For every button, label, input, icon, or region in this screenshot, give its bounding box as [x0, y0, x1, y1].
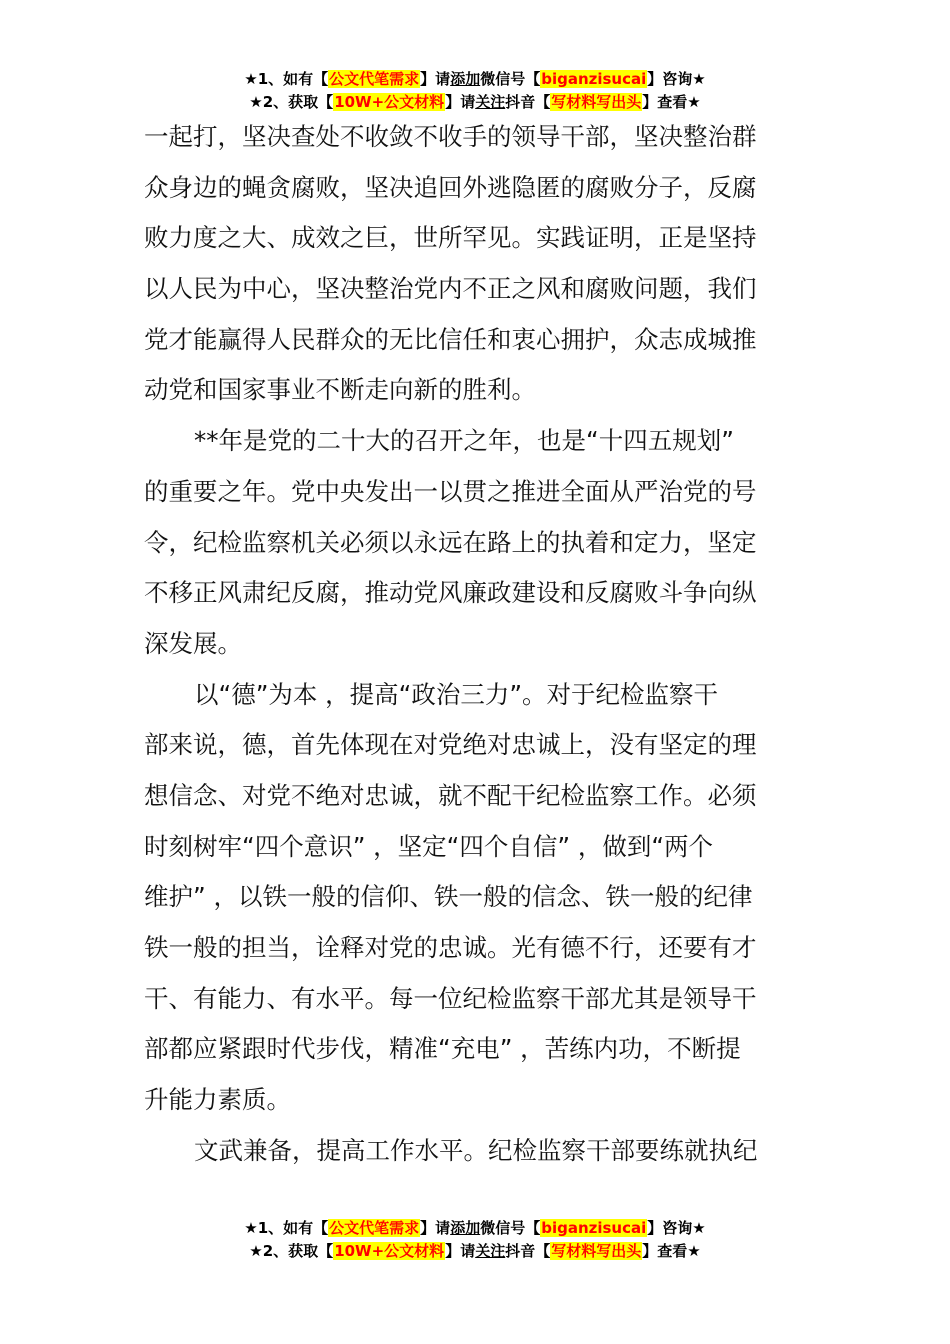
body-line: 时刻树牢“四个意识” ，坚定“四个自信” ，做到“两个 — [144, 831, 714, 861]
body-line: 的重要之年。党中央发出一以贯之推进全面从严治党的号 — [144, 476, 757, 506]
banner-text: ★1、如有【 — [244, 1219, 329, 1237]
body-line: 不移正风肃纪反腐，推动党风廉政建设和反腐败斗争向纵 — [144, 578, 757, 608]
banner-text: 】查看★ — [642, 1242, 701, 1260]
banner-text: 】请 — [420, 1219, 451, 1237]
body-line: 党才能赢得人民群众的无比信任和衷心拥护，众志成城推 — [144, 324, 757, 354]
body-line: 以“德”为本 ，提高“政治三力”。对于纪检监察干 — [194, 679, 719, 709]
body-line: 铁一般的担当，诠释对党的忠诚。光有德不行，还要有才 — [144, 933, 757, 962]
banner-text: 】请 — [445, 1242, 476, 1260]
banner-text: 微信号【 — [480, 70, 541, 88]
highlight-service: 公文代笔需求 — [329, 1219, 420, 1237]
banner-text: 微信号【 — [480, 1219, 541, 1237]
header-banner-line-2 — [0, 91, 950, 114]
banner-text: 】查看★ — [642, 93, 701, 111]
body-line: 深发展。 — [144, 628, 242, 658]
banner-text: ★2、获取【 — [249, 93, 334, 111]
banner-text: 】请 — [445, 93, 476, 111]
banner-underline: 关注 — [475, 1242, 506, 1260]
body-line: 一起打，坚决查处不收敛不收手的领导干部，坚决整治群 — [144, 122, 757, 151]
highlight-service: 公文代笔需求 — [329, 70, 420, 88]
banner-text: 抖音【 — [505, 1242, 551, 1260]
highlight-materials: 10W+公文材料 — [334, 1242, 445, 1260]
footer-banner-line-1 — [0, 1217, 950, 1240]
banner-text: 】咨询★ — [647, 70, 706, 88]
banner-underline: 添加 — [450, 70, 481, 88]
banner-text: ★1、如有【 — [244, 70, 329, 88]
banner-underline: 添加 — [450, 1219, 481, 1237]
highlight-douyin-account: 写材料写出头 — [551, 1242, 642, 1260]
banner-text: ★2、获取【 — [249, 1242, 334, 1260]
body-line: 升能力素质。 — [144, 1085, 291, 1115]
banner-text: 抖音【 — [505, 93, 551, 111]
body-line: **年是党的二十大的召开之年，也是“十四五规划” — [194, 426, 734, 456]
footer-banner-line-2 — [0, 1240, 950, 1263]
body-line: 干、有能力、有水平。每一位纪检监察干部尤其是领导干 — [144, 983, 757, 1013]
body-line: 部来说，德，首先体现在对党绝对忠诚上，没有坚定的理 — [144, 730, 757, 760]
banner-text: 】请 — [420, 70, 451, 88]
body-line: 动党和国家事业不断走向新的胜利。 — [144, 375, 536, 405]
banner-underline: 关注 — [475, 93, 506, 111]
body-line: 想信念、对党不绝对忠诚，就不配干纪检监察工作。必须 — [144, 780, 757, 810]
highlight-materials: 10W+公文材料 — [334, 93, 445, 111]
body-line: 败力度之大、成效之巨，世所罕见。实践证明，正是坚持 — [144, 223, 757, 253]
footer-banner — [0, 1217, 950, 1263]
header-banner — [0, 68, 950, 114]
body-line: 部都应紧跟时代步伐，精准“充电” ，苦练内功，不断提 — [144, 1034, 741, 1064]
body-line: 维护” ，以铁一般的信仰、铁一般的信念、铁一般的纪律 — [144, 882, 753, 912]
highlight-wechat-id: biganzisucai — [541, 70, 647, 88]
body-line: 众身边的蝇贪腐败，坚决追回外逃隐匿的腐败分子，反腐 — [144, 172, 757, 202]
banner-text: 】咨询★ — [647, 1219, 706, 1237]
body-line: 以人民为中心，坚决整治党内不正之风和腐败问题，我们 — [144, 274, 757, 304]
body-line: 令，纪检监察机关必须以永远在路上的执着和定力，坚定 — [144, 527, 757, 557]
header-banner-line-1 — [0, 68, 950, 91]
document-body — [144, 112, 808, 1176]
highlight-wechat-id: biganzisucai — [541, 1219, 647, 1237]
highlight-douyin-account: 写材料写出头 — [551, 93, 642, 111]
body-line: 文武兼备，提高工作水平。纪检监察干部要练就执纪 — [194, 1135, 758, 1165]
